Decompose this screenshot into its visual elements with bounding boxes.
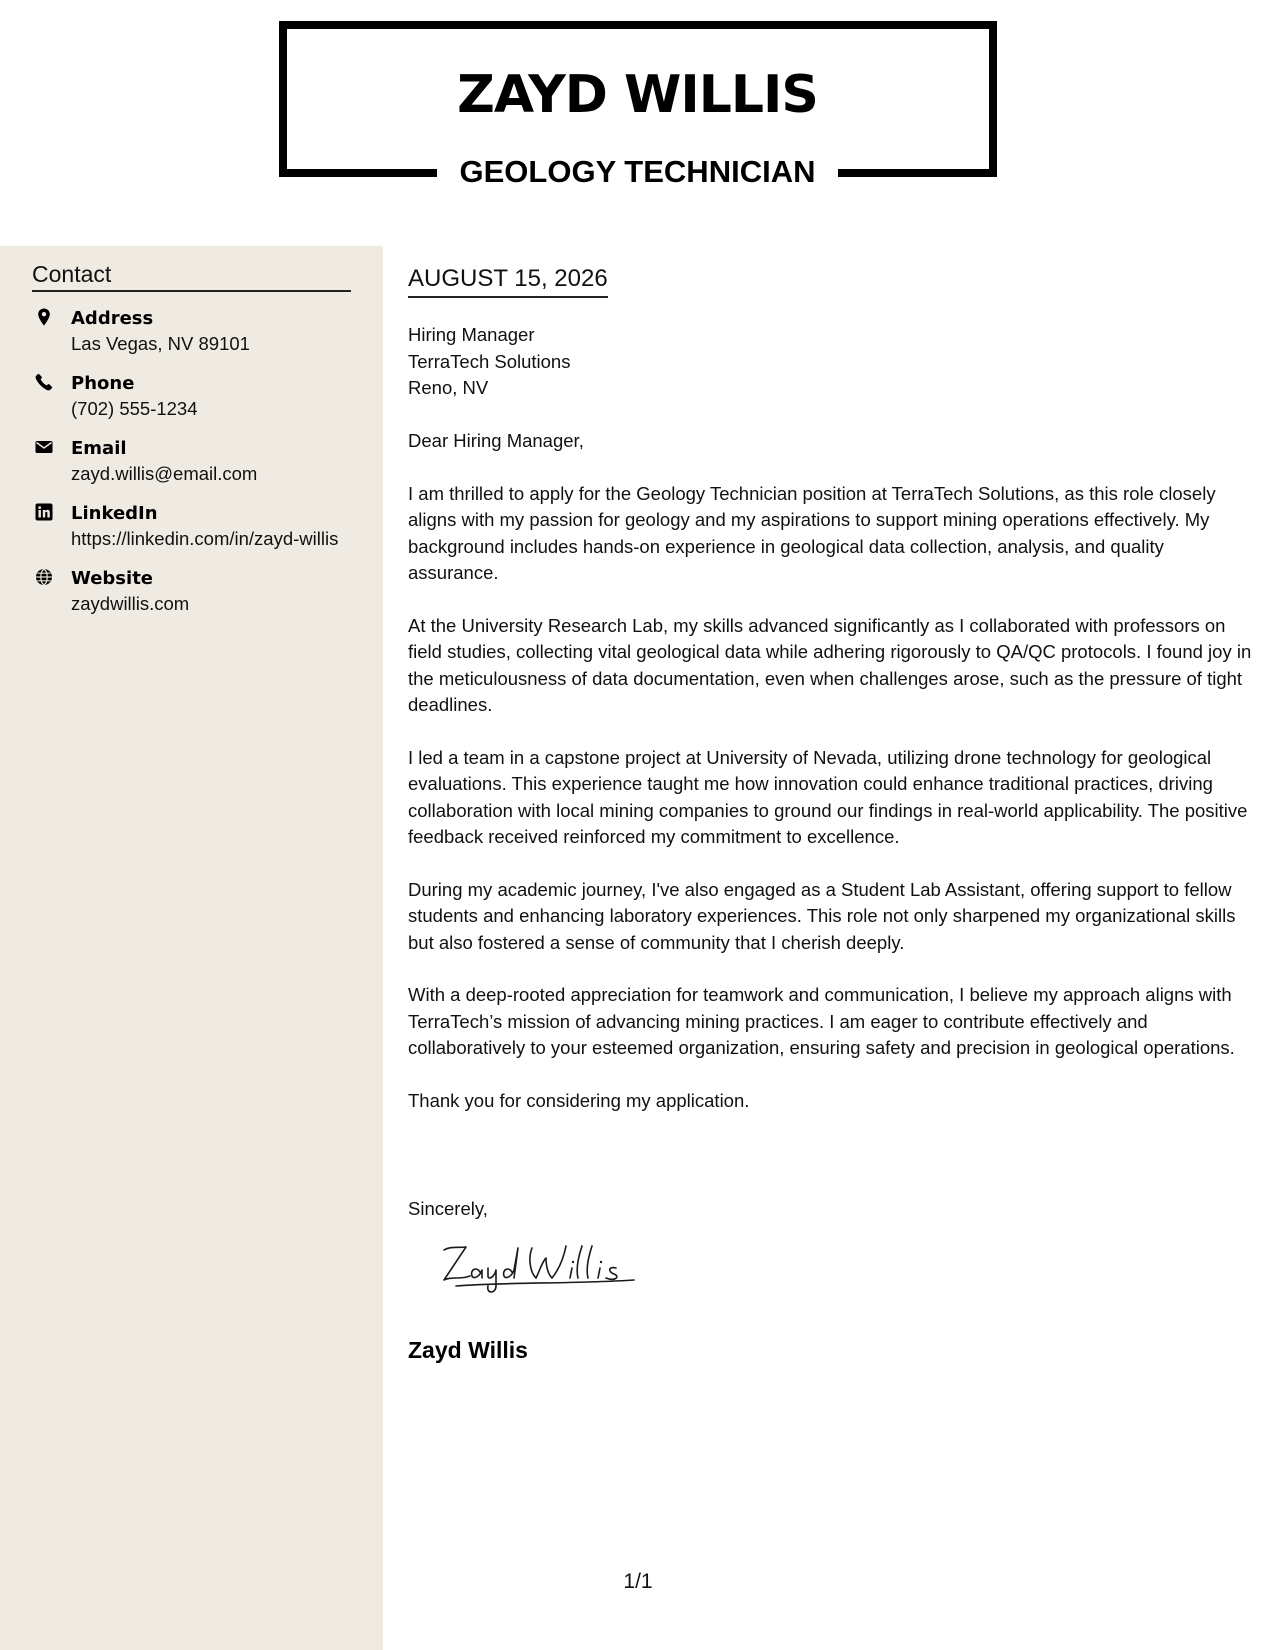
- contact-item-phone: [32, 371, 362, 421]
- globe-icon: [35, 568, 53, 586]
- contact-label: Phone: [71, 373, 135, 394]
- contact-label: LinkedIn: [71, 503, 158, 524]
- recipient-block: [408, 322, 570, 402]
- body-paragraph: At the University Research Lab, my skills advanced significantly as I collaborated with professors on field studies, collecting vital geological data while adhering rigorously to QA/QC protocols. I found joy in the meticulousness of data documentation, even when challenges arose, such as the pressure of tight deadlines.: [408, 614, 1252, 715]
- signed-name: Zayd Willis: [408, 1337, 528, 1363]
- body-paragraph: During my academic journey, I've also engaged as a Student Lab Assistant, offering support to fellow students and enhancing laboratory experiences. This role not only sharpened my organizational skills but also fostered a sense of community that I cherish deeply.: [408, 878, 1236, 953]
- contact-item-website: [32, 566, 362, 616]
- linkedin-value[interactable]: https://linkedin.com/in/zayd-willis: [71, 528, 339, 549]
- handwritten-signature: [436, 1236, 656, 1296]
- contact-list: [32, 306, 362, 631]
- address-value: Las Vegas, NV 89101: [71, 333, 250, 354]
- contact-item-address: [32, 306, 362, 356]
- recipient-name: Hiring Manager: [408, 324, 535, 345]
- contact-sidebar: [0, 246, 383, 1650]
- email-value[interactable]: zayd.willis@email.com: [71, 463, 258, 484]
- phone-value: (702) 555-1234: [71, 398, 198, 419]
- map-pin-icon: [35, 308, 53, 326]
- recipient-company: TerraTech Solutions: [408, 350, 571, 372]
- page-number: 1/1: [623, 1570, 653, 1593]
- job-title: GEOLOGY TECHNICIAN: [459, 154, 816, 189]
- salutation: Dear Hiring Manager,: [408, 430, 584, 451]
- contact-label: Address: [71, 308, 154, 329]
- contact-label: Website: [71, 568, 154, 589]
- recipient-location: Reno, NV: [408, 377, 489, 398]
- letter-text: [408, 428, 1253, 1140]
- applicant-name: ZAYD WILLIS: [457, 65, 818, 125]
- letter-date: AUGUST 15, 2026: [408, 264, 608, 298]
- body-paragraph: I led a team in a capstone project at University of Nevada, utilizing drone technology for geological evaluations. This experience taught me how innovation could enhance traditional practices, driving collaboration with local mining companies to ground our findings in real-world applicability. The positive feedback received reinforced my commitment to excellence.: [408, 746, 1248, 847]
- contact-item-email: [32, 436, 362, 486]
- closing: Sincerely,: [408, 1198, 488, 1219]
- body-paragraph: With a deep-rooted appreciation for teamwork and communication, I believe my approach aligns with TerraTech’s mission of advancing mining practices. I am eager to contribute effectively and collaboratively to your esteemed organization, ensuring safety and precision in geological operations.: [408, 984, 1235, 1058]
- website-value[interactable]: zaydwillis.com: [71, 593, 190, 614]
- phone-icon: [35, 373, 53, 391]
- linkedin-icon: [35, 503, 53, 521]
- contact-item-linkedin: [32, 501, 362, 551]
- body-paragraph: I am thrilled to apply for the Geology Technician position at TerraTech Solutions, as this role closely aligns with my passion for geology and my aspirations to support mining operations effectively. My background includes hands-on experience in geological data collection, analysis, and quality assurance.: [408, 482, 1216, 583]
- thank-you-paragraph: Thank you for considering my application.: [408, 1089, 750, 1111]
- contact-heading: Contact: [32, 259, 351, 292]
- envelope-icon: [35, 438, 53, 456]
- letter-header: [0, 0, 1275, 246]
- contact-label: Email: [71, 438, 127, 459]
